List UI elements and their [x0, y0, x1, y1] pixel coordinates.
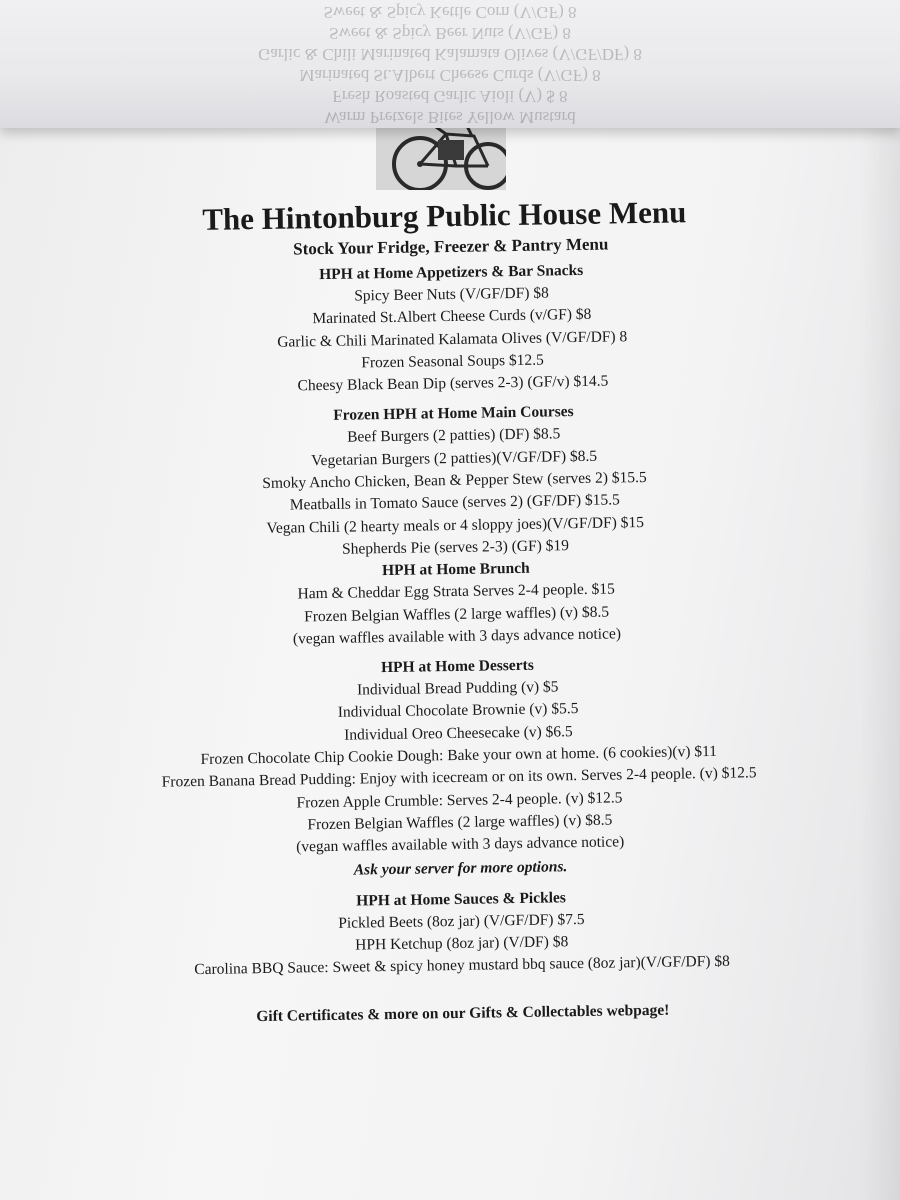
section-heading-brunch: HPH at Home Brunch	[381, 560, 530, 580]
menu-item: Ham & Cheddar Egg Strata Serves 2-4 people. $15	[297, 580, 615, 603]
menu-item: (vegan waffles available with 3 days advance notice)	[292, 625, 622, 648]
menu-item: Vegan Chili (2 hearty meals or 4 sloppy joes)(V/GF/DF) $15	[266, 513, 645, 537]
ghost-line: Fresh Roasted Garlic Aioli (V) $ 8	[332, 87, 568, 106]
bleed-through-text	[0, 2, 900, 128]
menu-item: Cheesy Black Bean Dip (serves 2-3) (GF/v) $14.5	[297, 372, 609, 395]
menu-item: Pickled Beets (8oz jar) (V/GF/DF) $7.5	[338, 910, 585, 932]
menu-item: Beef Burgers (2 patties) (DF) $8.5	[347, 425, 561, 447]
menu-item: (vegan waffles available with 3 days advance notice)	[296, 833, 625, 856]
menu-item: Frozen Belgian Waffles (2 large waffles) (v) $8.5	[307, 811, 613, 834]
section-heading-appetizers: HPH at Home Appetizers & Bar Snacks	[319, 261, 584, 284]
menu-item: Garlic & Chili Marinated Kalamata Olives (V/GF/DF) 8	[277, 327, 628, 351]
ghost-line: Warm Pretzels Bites Yellow Mustard	[324, 108, 576, 127]
menu-item: Individual Oreo Cheesecake (v) $6.5	[344, 722, 573, 744]
menu-item: Marinated St.Albert Cheese Curds (v/GF) $8	[312, 306, 592, 328]
menu-item: Frozen Belgian Waffles (2 large waffles) (v) $8.5	[303, 603, 610, 625]
ghost-line: Sweet & Spicy Kettle Corn (V/GF) 8	[323, 3, 577, 22]
menu-item: Smoky Ancho Chicken, Bean & Pepper Stew (serves 2) $15.5	[262, 469, 647, 493]
menu-item: Spicy Beer Nuts (V/GF/DF) $8	[354, 284, 549, 305]
folded-top-sheet	[0, 0, 900, 128]
menu-subtitle: Stock Your Fridge, Freezer & Pantry Menu	[293, 234, 609, 259]
menu-content	[0, 189, 900, 1032]
menu-title: The Hintonburg Public House Menu	[202, 194, 687, 237]
menu-item: Vegetarian Burgers (2 patties)(V/GF/DF) $8.5	[311, 447, 598, 469]
menu-item: Frozen Apple Crumble: Serves 2-4 people. (v) $12.5	[296, 789, 623, 812]
menu-item: Individual Bread Pudding (v) $5	[356, 678, 559, 699]
section-heading-sauces: HPH at Home Sauces & Pickles	[356, 888, 566, 910]
gift-certificates-note: Gift Certificates & more on our Gifts & Collectables webpage!	[256, 1002, 670, 1026]
section-heading-main-courses: Frozen HPH at Home Main Courses	[333, 403, 574, 425]
menu-item: Frozen Seasonal Soups $12.5	[361, 351, 544, 372]
menu-item: Individual Chocolate Brownie (v) $5.5	[337, 700, 579, 722]
menu-item: HPH Ketchup (8oz jar) (V/DF) $8	[355, 933, 569, 954]
menu-item: Carolina BBQ Sauce: Sweet & spicy honey mustard bbq sauce (8oz jar)(V/GF/DF) $8	[194, 952, 730, 979]
menu-item: Frozen Banana Bread Pudding: Enjoy with icecream or on its own. Serves 2-4 people. (v) $12.5	[161, 764, 757, 791]
menu-item: Meatballs in Tomato Sauce (serves 2) (GF/DF) $15.5	[289, 491, 620, 514]
ghost-line: Garlic & Chili Marinated Kalamata Olives (V/GF/DF) 8	[258, 45, 642, 64]
server-note: Ask your server for more options.	[353, 857, 568, 879]
section-heading-desserts: HPH at Home Desserts	[380, 656, 534, 677]
ghost-line: Marinated St.Albert Cheese Curds (V/GF) 8	[299, 66, 601, 85]
ghost-line: Sweet & Spicy Beer Nuts (V/GF) 8	[329, 24, 571, 43]
menu-item: Shepherds Pie (serves 2-3) (GF) $19	[341, 537, 570, 558]
menu-item: Frozen Chocolate Chip Cookie Dough: Bake your own at home. (6 cookies)(v) $11	[200, 742, 718, 769]
